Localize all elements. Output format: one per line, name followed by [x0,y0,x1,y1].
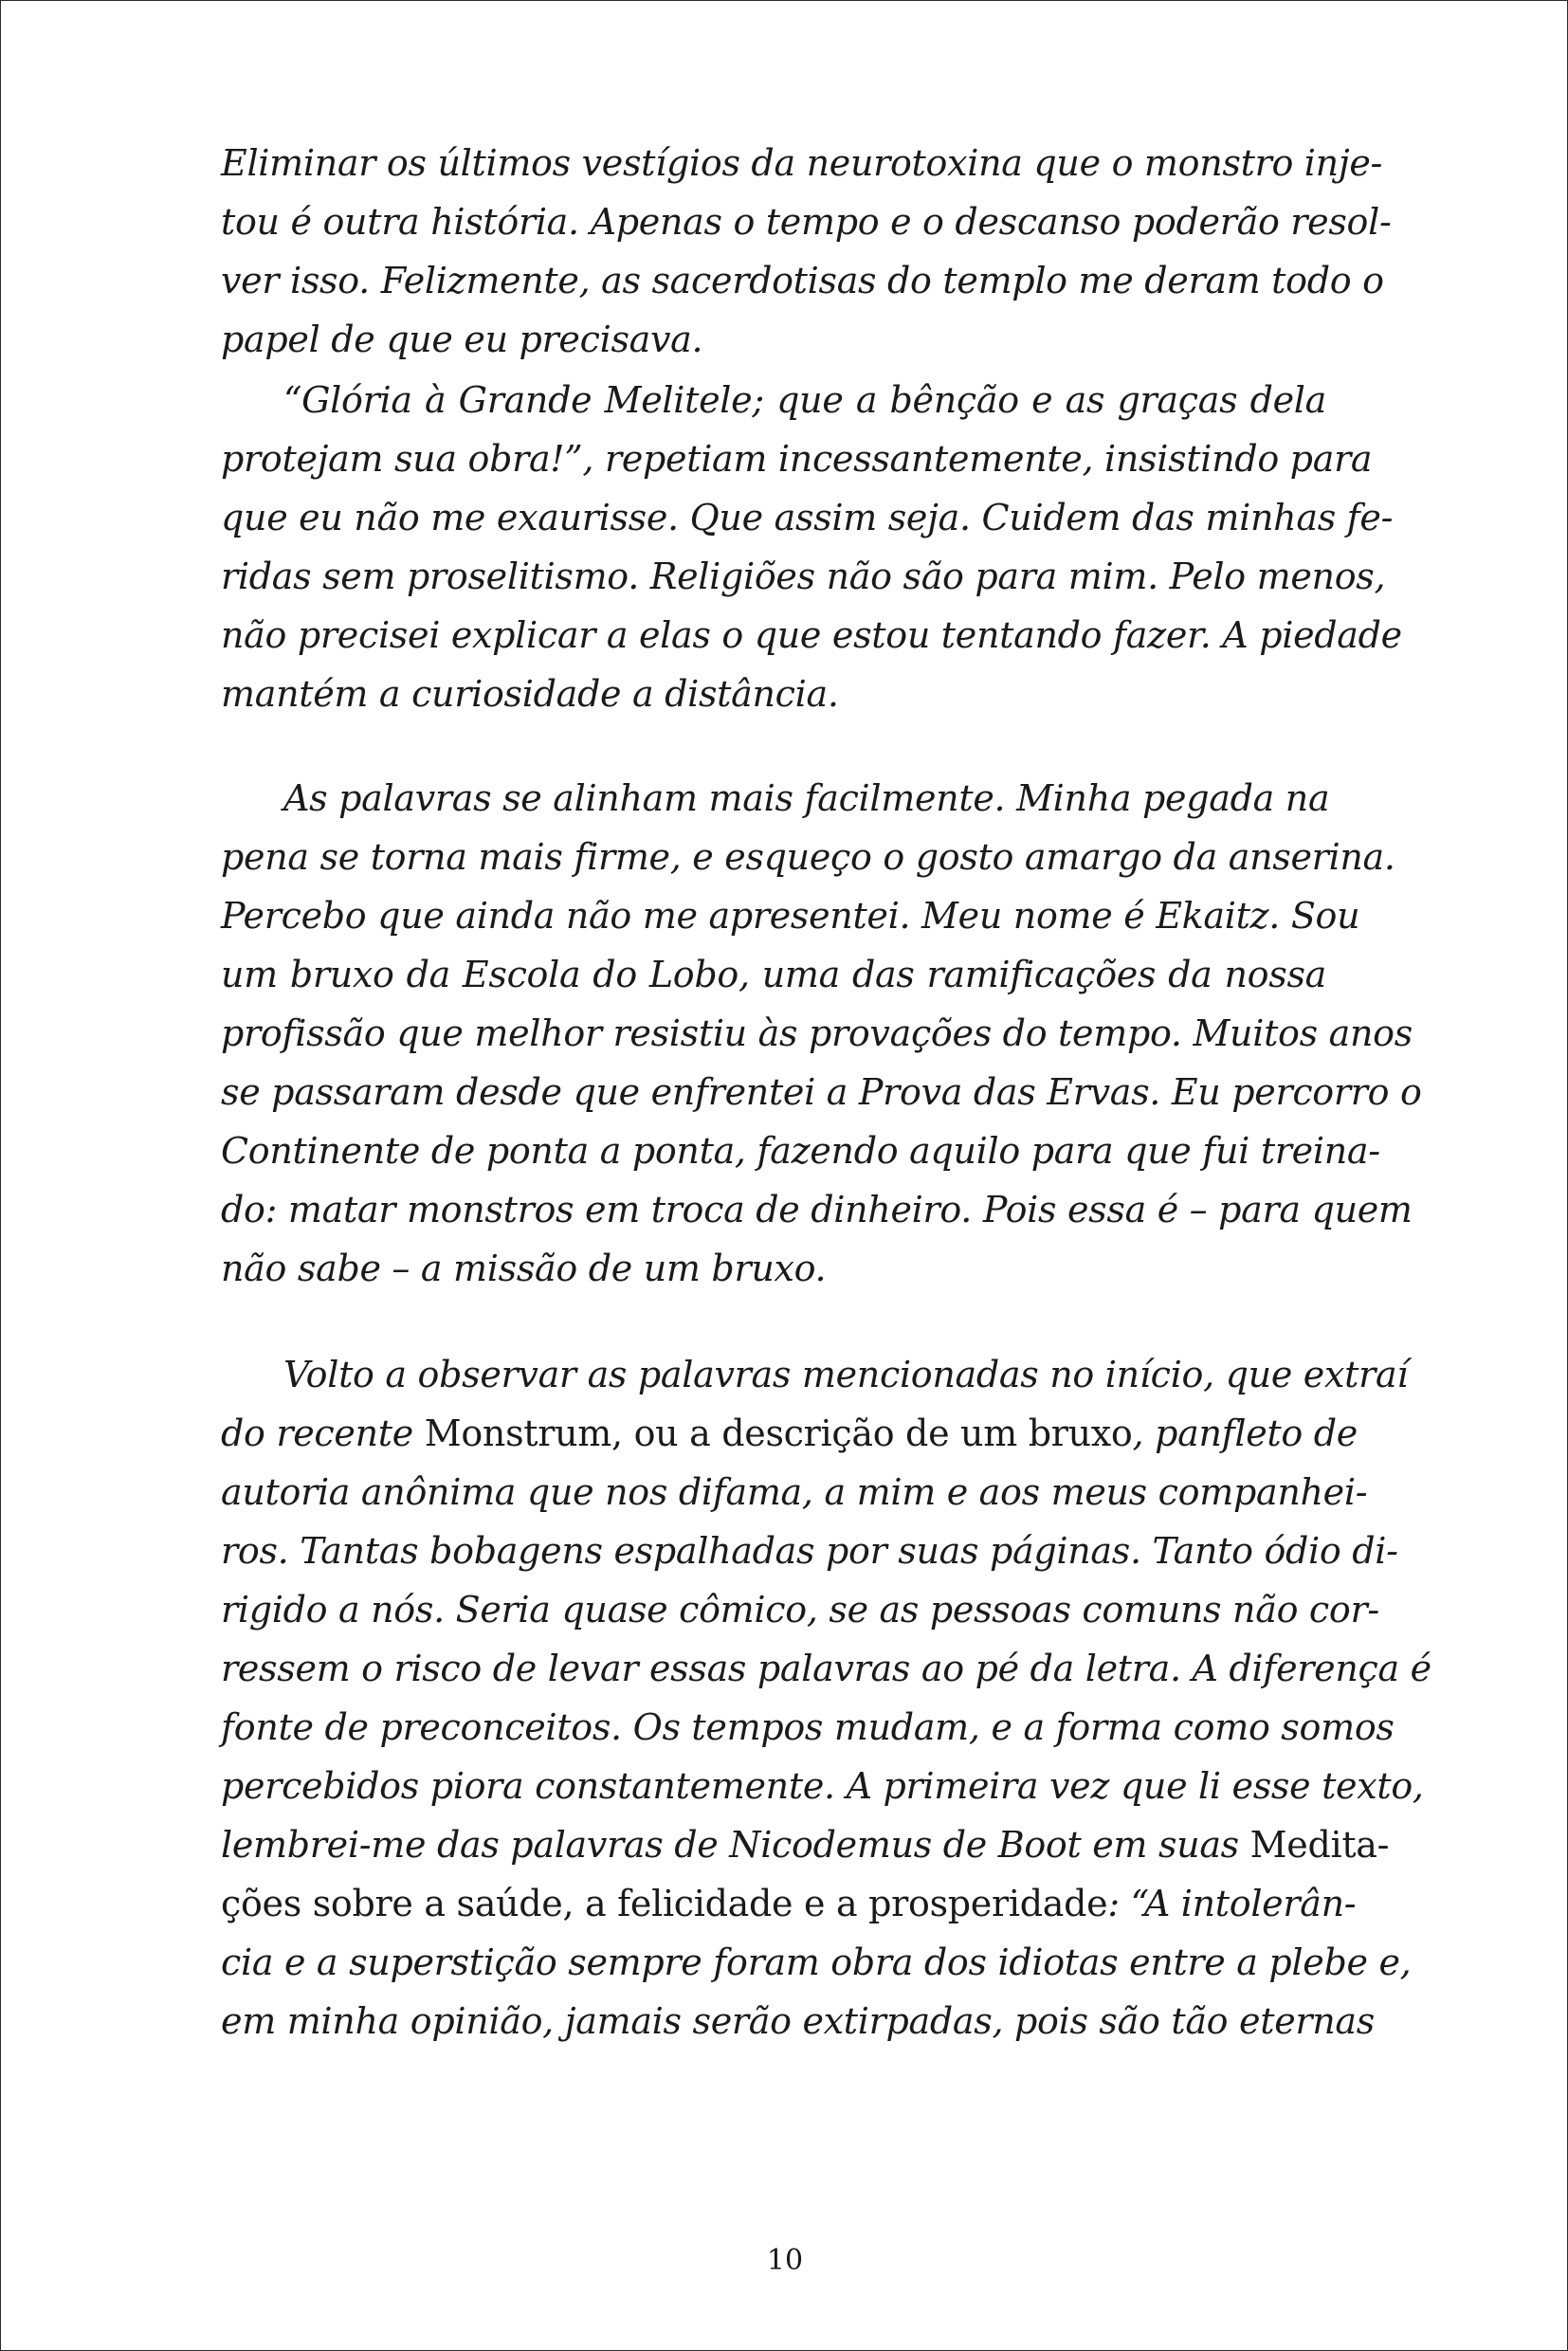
text-line: mantém a curiosidade a distância. [221,673,839,715]
text-line [221,1815,1390,1874]
book-title-meditacoes: Medita- [1249,1824,1390,1866]
text-line: pena se torna mais firme, e esqueço o gosto amargo da anserina. [221,836,1395,878]
page-number: 10 [766,2244,804,2277]
text-line: ros. Tantas bobagens espalhadas por suas páginas. Tanto ódio di- [221,1530,1398,1572]
text-line: Eliminar os últimos vestígios da neurotoxina que o monstro inje- [221,142,1383,184]
text-line: protejam sua obra!”, repetiam incessantemente, insistindo para [221,438,1373,480]
text-line: do: matar monstros em troca de dinheiro. Pois essa é – para quem [221,1189,1413,1230]
text-line: em minha opinião, jamais serão extirpadas, pois são tão eternas [221,2000,1375,2042]
text-segment: do recente [221,1412,425,1454]
text-segment: lembrei-me das palavras de Nicodemus de Boot em suas [221,1824,1250,1866]
text-segment: , panfleto de [1132,1412,1358,1454]
text-line [221,1874,1357,1933]
text-line: fonte de preconceitos. Os tempos mudam, e a forma como somos [221,1706,1395,1748]
text-line: Volto a observar as palavras mencionadas no início, que extraí [283,1354,1409,1395]
text-line: que eu não me exaurisse. Que assim seja. Cuidem das minhas fe- [221,497,1394,538]
text-line: não sabe – a missão de um bruxo. [221,1248,827,1289]
text-line: Continente de ponta a ponta, fazendo aquilo para que fui treina- [221,1130,1380,1172]
book-title-monstrum: Monstrum, ou a descrição de um bruxo [424,1412,1133,1454]
text-line: “Glória à Grande Melitele; que a bênção e as graças dela [283,379,1326,421]
text-line: autoria anônima que nos difama, a mim e aos meus companhei- [221,1471,1368,1513]
text-segment: : “A intolerân- [1107,1883,1357,1924]
text-line: profissão que melhor resistiu às provações do tempo. Muitos anos [221,1012,1413,1054]
text-line: um bruxo da Escola do Lobo, uma das ramificações da nossa [221,954,1326,995]
text-line: ridas sem proselitismo. Religiões não são para mim. Pelo menos, [221,556,1386,597]
text-line: cia e a superstição sempre foram obra dos idiotas entre a plebe e, [221,1941,1412,1983]
text-line: tou é outra história. Apenas o tempo e o descanso poderão resol- [221,201,1392,243]
text-line: rigido a nós. Seria quase cômico, se as pessoas comuns não cor- [221,1589,1379,1631]
text-line: ver isso. Felizmente, as sacerdotisas do templo me deram todo o [221,260,1384,301]
text-line: ressem o risco de levar essas palavras ao pé da letra. A diferença é [221,1648,1431,1689]
text-line: se passaram desde que enfrentei a Prova das Ervas. Eu percorro o [221,1071,1422,1113]
text-line: percebidos piora constantemente. A primeira vez que li esse texto, [221,1765,1424,1807]
book-title-meditacoes-cont: ções sobre a saúde, a felicidade e a prosperidade [221,1883,1108,1924]
text-line: As palavras se alinham mais facilmente. Minha pegada na [283,777,1330,819]
text-line: papel de que eu precisava. [221,319,703,360]
text-line [221,1404,1358,1463]
text-line: não precisei explicar a elas o que estou tentando fazer. A piedade [221,614,1402,656]
text-line: Percebo que ainda não me apresentei. Meu nome é Ekaitz. Sou [221,895,1360,937]
